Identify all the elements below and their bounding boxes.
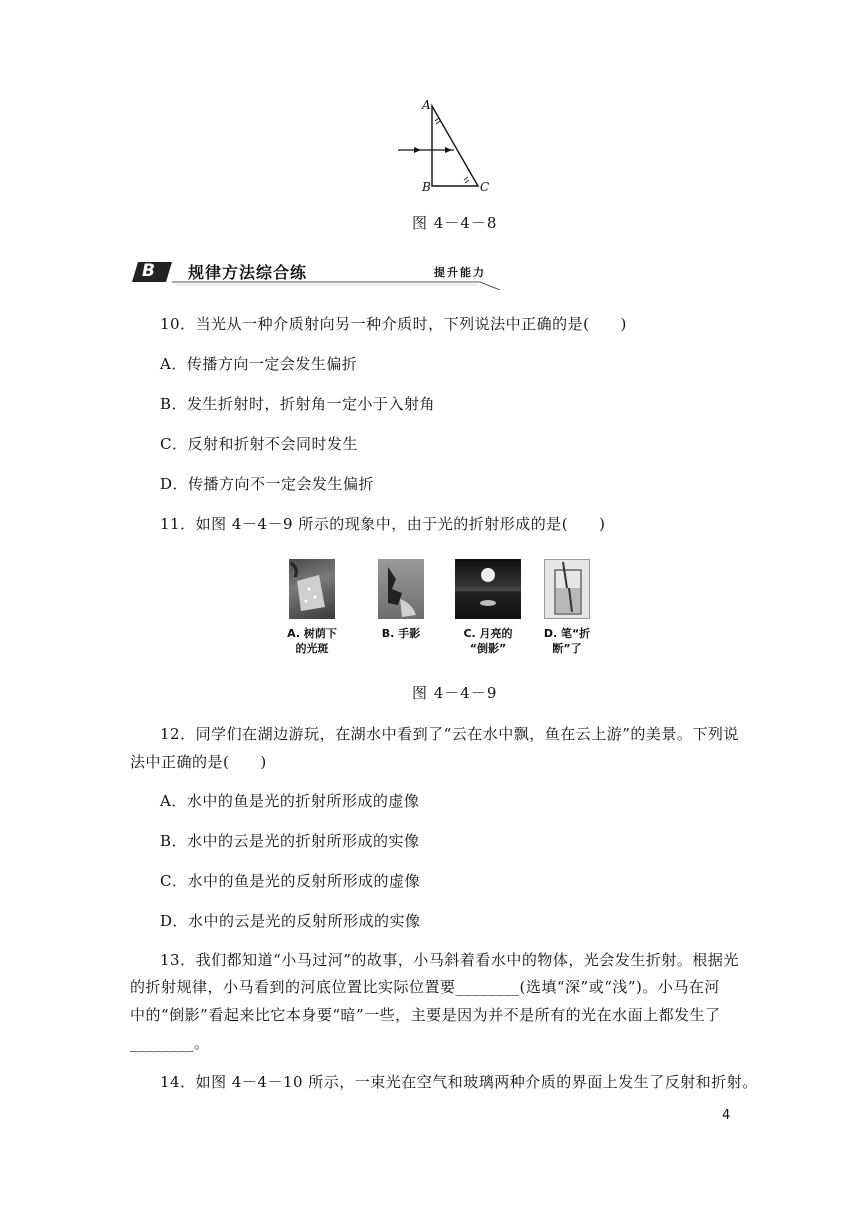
section-subtitle: 提升能力: [434, 266, 486, 279]
figure-caption-448: 图 4－4－8: [412, 214, 498, 232]
vertex-label-c: C: [480, 180, 490, 194]
question-13-line3: 中的“倒影”看起来比它本身要“暗”一些，主要是因为并不是所有的光在水面上都发生了: [130, 1006, 721, 1024]
question-12-option-b: B．水中的云是光的折射所形成的实像: [160, 832, 420, 850]
leaf-shadow-photo: [289, 559, 335, 619]
photo-caption-c: C. 月亮的 “倒影”: [463, 627, 513, 655]
question-10-option-d: D．传播方向不一定会发生偏折: [160, 475, 375, 493]
photo-caption-b: B. 手影: [381, 627, 421, 640]
question-13-line4: ________。: [130, 1034, 210, 1052]
section-title: 规律方法综合练: [188, 263, 308, 282]
pencil-in-glass-photo: [544, 559, 590, 619]
question-12-option-c: C．水中的鱼是光的反射所形成的虚像: [160, 872, 420, 890]
question-12-option-a: A．水中的鱼是光的折射所形成的虚像: [160, 792, 420, 810]
hand-shadow-photo: [378, 559, 424, 619]
question-10-option-c: C．反射和折射不会同时发生: [160, 435, 358, 453]
moon-reflection-photo: [455, 559, 521, 619]
section-badge: B: [142, 261, 155, 281]
question-13-line2: 的折射规律，小马看到的河底位置比实际位置要________(选填“深”或“浅”)。小马在河: [130, 978, 720, 996]
question-10-option-b: B．发生折射时，折射角一定小于入射角: [160, 395, 436, 413]
vertex-label-a: A: [422, 98, 431, 112]
question-13-line1: 13．我们都知道“小马过河”的故事，小马斜着看水中的物体，光会发生折射。根据光: [160, 951, 739, 969]
vertex-label-b: B: [422, 180, 431, 194]
page-number: 4: [722, 1108, 731, 1123]
question-10-stem: 10．当光从一种介质射向另一种介质时，下列说法中正确的是( ): [160, 315, 627, 333]
question-12-stem-line2: 法中正确的是( ): [130, 753, 267, 771]
question-11-stem: 11．如图 4－4－9 所示的现象中，由于光的折射形成的是( ): [160, 515, 606, 533]
question-12-option-d: D．水中的云是光的反射所形成的实像: [160, 912, 421, 930]
question-10-option-a: A．传播方向一定会发生偏折: [160, 355, 358, 373]
section-header: [128, 256, 504, 290]
photo-caption-d: D. 笔“折 断”了: [543, 627, 591, 655]
photo-caption-a: A. 树荫下 的光斑: [287, 627, 337, 655]
figure-caption-449: 图 4－4－9: [412, 684, 498, 702]
question-12-stem-line1: 12．同学们在湖边游玩，在湖水中看到了“云在水中飘，鱼在云上游”的美景。下列说: [160, 725, 739, 743]
question-14-stem: 14．如图 4－4－10 所示，一束光在空气和玻璃两种介质的界面上发生了反射和折射。: [160, 1073, 758, 1091]
